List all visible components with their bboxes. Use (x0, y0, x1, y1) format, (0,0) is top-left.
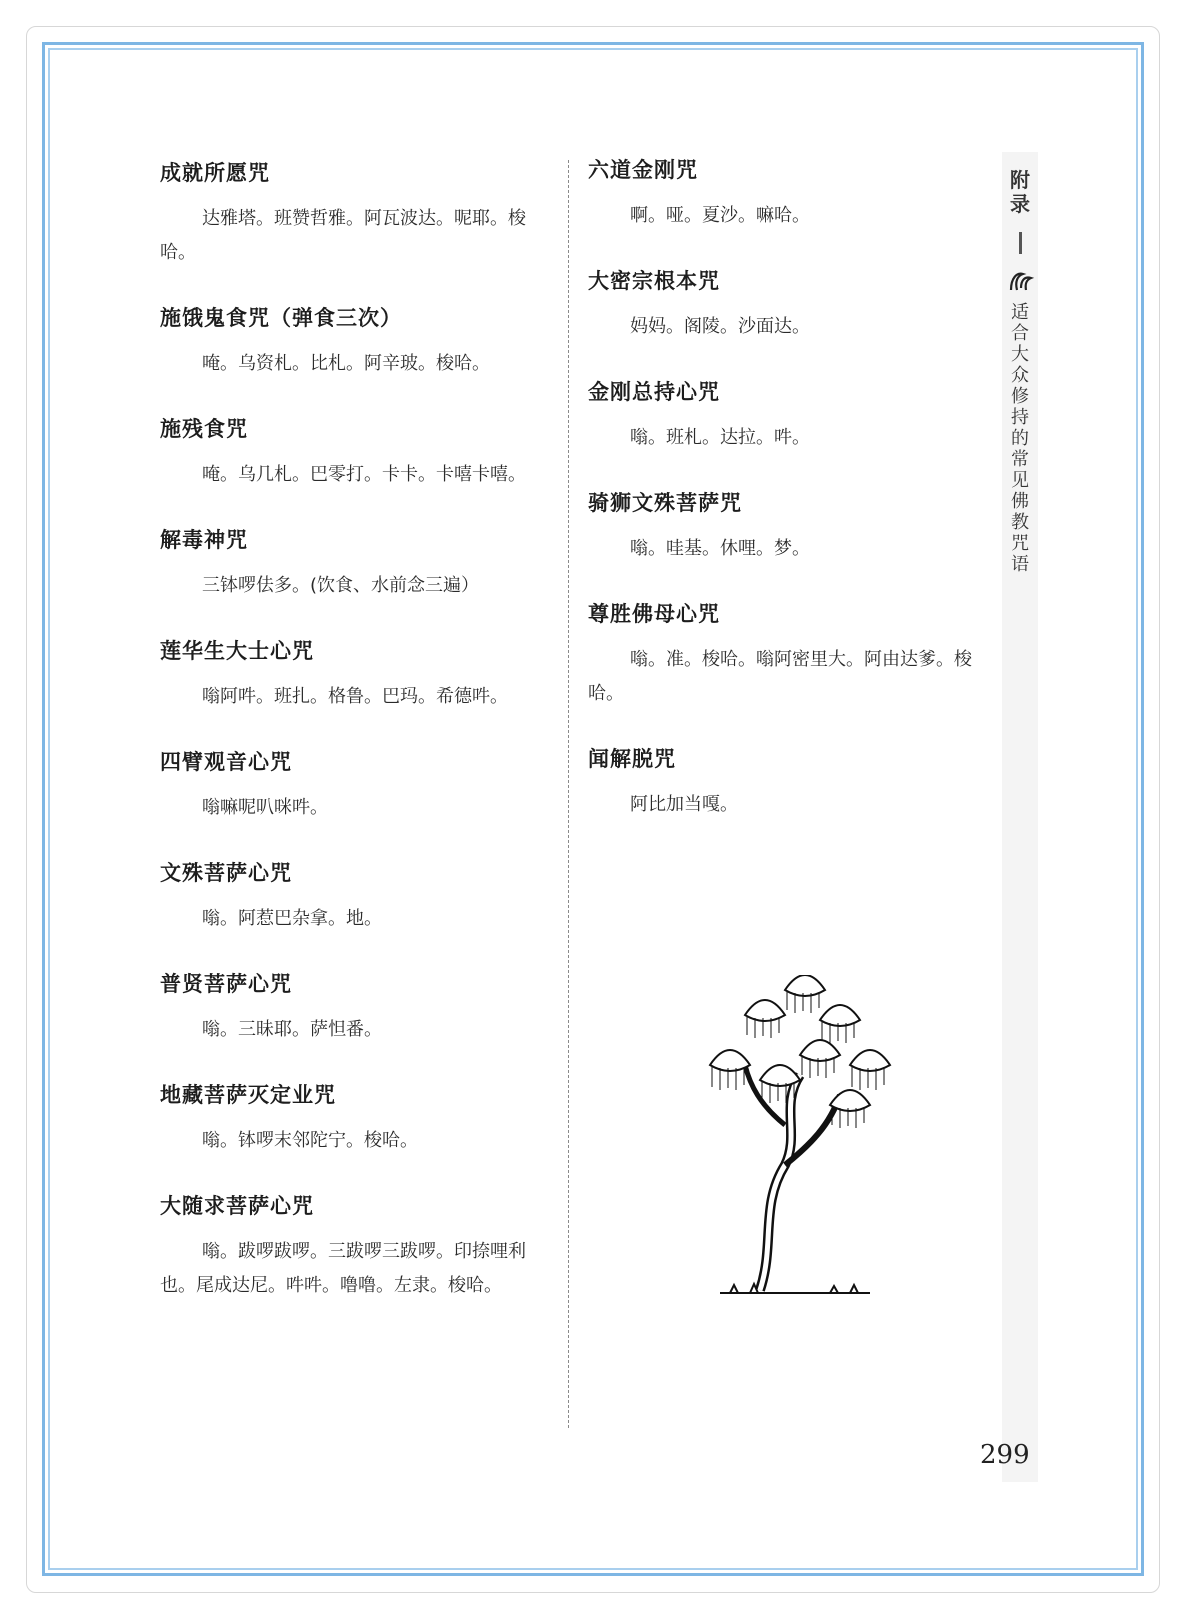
mantra-title: 成就所愿咒 (160, 161, 270, 185)
mantra-section (160, 1080, 560, 1158)
mantra-text: 嗡嘛呢叭咪吽。 (202, 797, 328, 818)
mantra-text: 阿比加当嘎。 (630, 794, 738, 815)
mantra-text: 嗡。准。梭哈。嗡阿密里大。阿由达爹。梭哈。 (588, 649, 972, 704)
mantra-section (588, 155, 988, 233)
mantra-section (160, 747, 560, 825)
right-column (588, 155, 988, 855)
mantra-section (588, 744, 988, 822)
mantra-section (160, 1191, 560, 1303)
page-number: 299 (980, 1440, 1030, 1470)
mantra-text: 啊。哑。夏沙。嘛哈。 (630, 205, 810, 226)
mantra-title: 金刚总持心咒 (588, 380, 720, 404)
side-tab-heading: 附录 (1010, 168, 1030, 216)
mantra-section (588, 488, 988, 566)
mantra-text: 嗡。跋啰跋啰。三跋啰三跋啰。印捺哩利也。尾成达尼。吽吽。噜噜。左隶。梭哈。 (160, 1241, 526, 1296)
mantra-title: 骑狮文殊菩萨咒 (588, 491, 742, 515)
mantra-title: 大密宗根本咒 (588, 269, 720, 293)
ornament-icon (1005, 266, 1035, 296)
side-tab-subtitle: 适合大众修持的常见佛教咒语 (1011, 302, 1029, 575)
mantra-title: 闻解脱咒 (588, 747, 676, 771)
mantra-text: 嗡。三昧耶。萨怛番。 (202, 1019, 382, 1040)
mantra-title: 施残食咒 (160, 417, 248, 441)
mantra-section (588, 599, 988, 711)
mantra-text: 嗡。钵啰末邻陀宁。梭哈。 (202, 1130, 418, 1151)
mantra-text: 达雅塔。班赞哲雅。阿瓦波达。呢耶。梭哈。 (160, 208, 526, 263)
mantra-title: 文殊菩萨心咒 (160, 861, 292, 885)
mantra-text: 嗡。阿惹巴杂拿。地。 (202, 908, 382, 929)
left-column (160, 158, 560, 1336)
mantra-text: 唵。乌资札。比札。阿辛玻。梭哈。 (202, 353, 490, 374)
mantra-text: 嗡阿吽。班扎。格鲁。巴玛。希德吽。 (202, 686, 508, 707)
mantra-section (160, 158, 560, 270)
mantra-title: 六道金刚咒 (588, 158, 698, 182)
mantra-text: 嗡。班札。达拉。吽。 (630, 427, 810, 448)
mantra-section (160, 303, 560, 381)
tree-illustration (690, 975, 930, 1305)
mantra-section (588, 377, 988, 455)
mantra-section (160, 636, 560, 714)
mantra-title: 四臂观音心咒 (160, 750, 292, 774)
mantra-section (588, 266, 988, 344)
mantra-section (160, 414, 560, 492)
mantra-title: 解毒神咒 (160, 528, 248, 552)
mantra-text: 唵。乌几札。巴零打。卡卡。卡嘻卡嘻。 (202, 464, 526, 485)
mantra-title: 大随求菩萨心咒 (160, 1194, 314, 1218)
mantra-title: 普贤菩萨心咒 (160, 972, 292, 996)
mantra-title: 施饿鬼食咒（弹食三次） (160, 306, 402, 330)
mantra-section (160, 969, 560, 1047)
column-divider (568, 160, 569, 1428)
mantra-title: 莲华生大士心咒 (160, 639, 314, 663)
mantra-title: 地藏菩萨灭定业咒 (160, 1083, 336, 1107)
mantra-text: 嗡。哇基。休哩。梦。 (630, 538, 810, 559)
mantra-section (160, 858, 560, 936)
side-tab-divider (1019, 232, 1022, 254)
mantra-title: 尊胜佛母心咒 (588, 602, 720, 626)
mantra-text: 妈妈。阁陵。沙面达。 (630, 316, 810, 337)
mantra-section (160, 525, 560, 603)
mantra-text: 三钵啰佉多。(饮食、水前念三遍） (202, 575, 480, 596)
